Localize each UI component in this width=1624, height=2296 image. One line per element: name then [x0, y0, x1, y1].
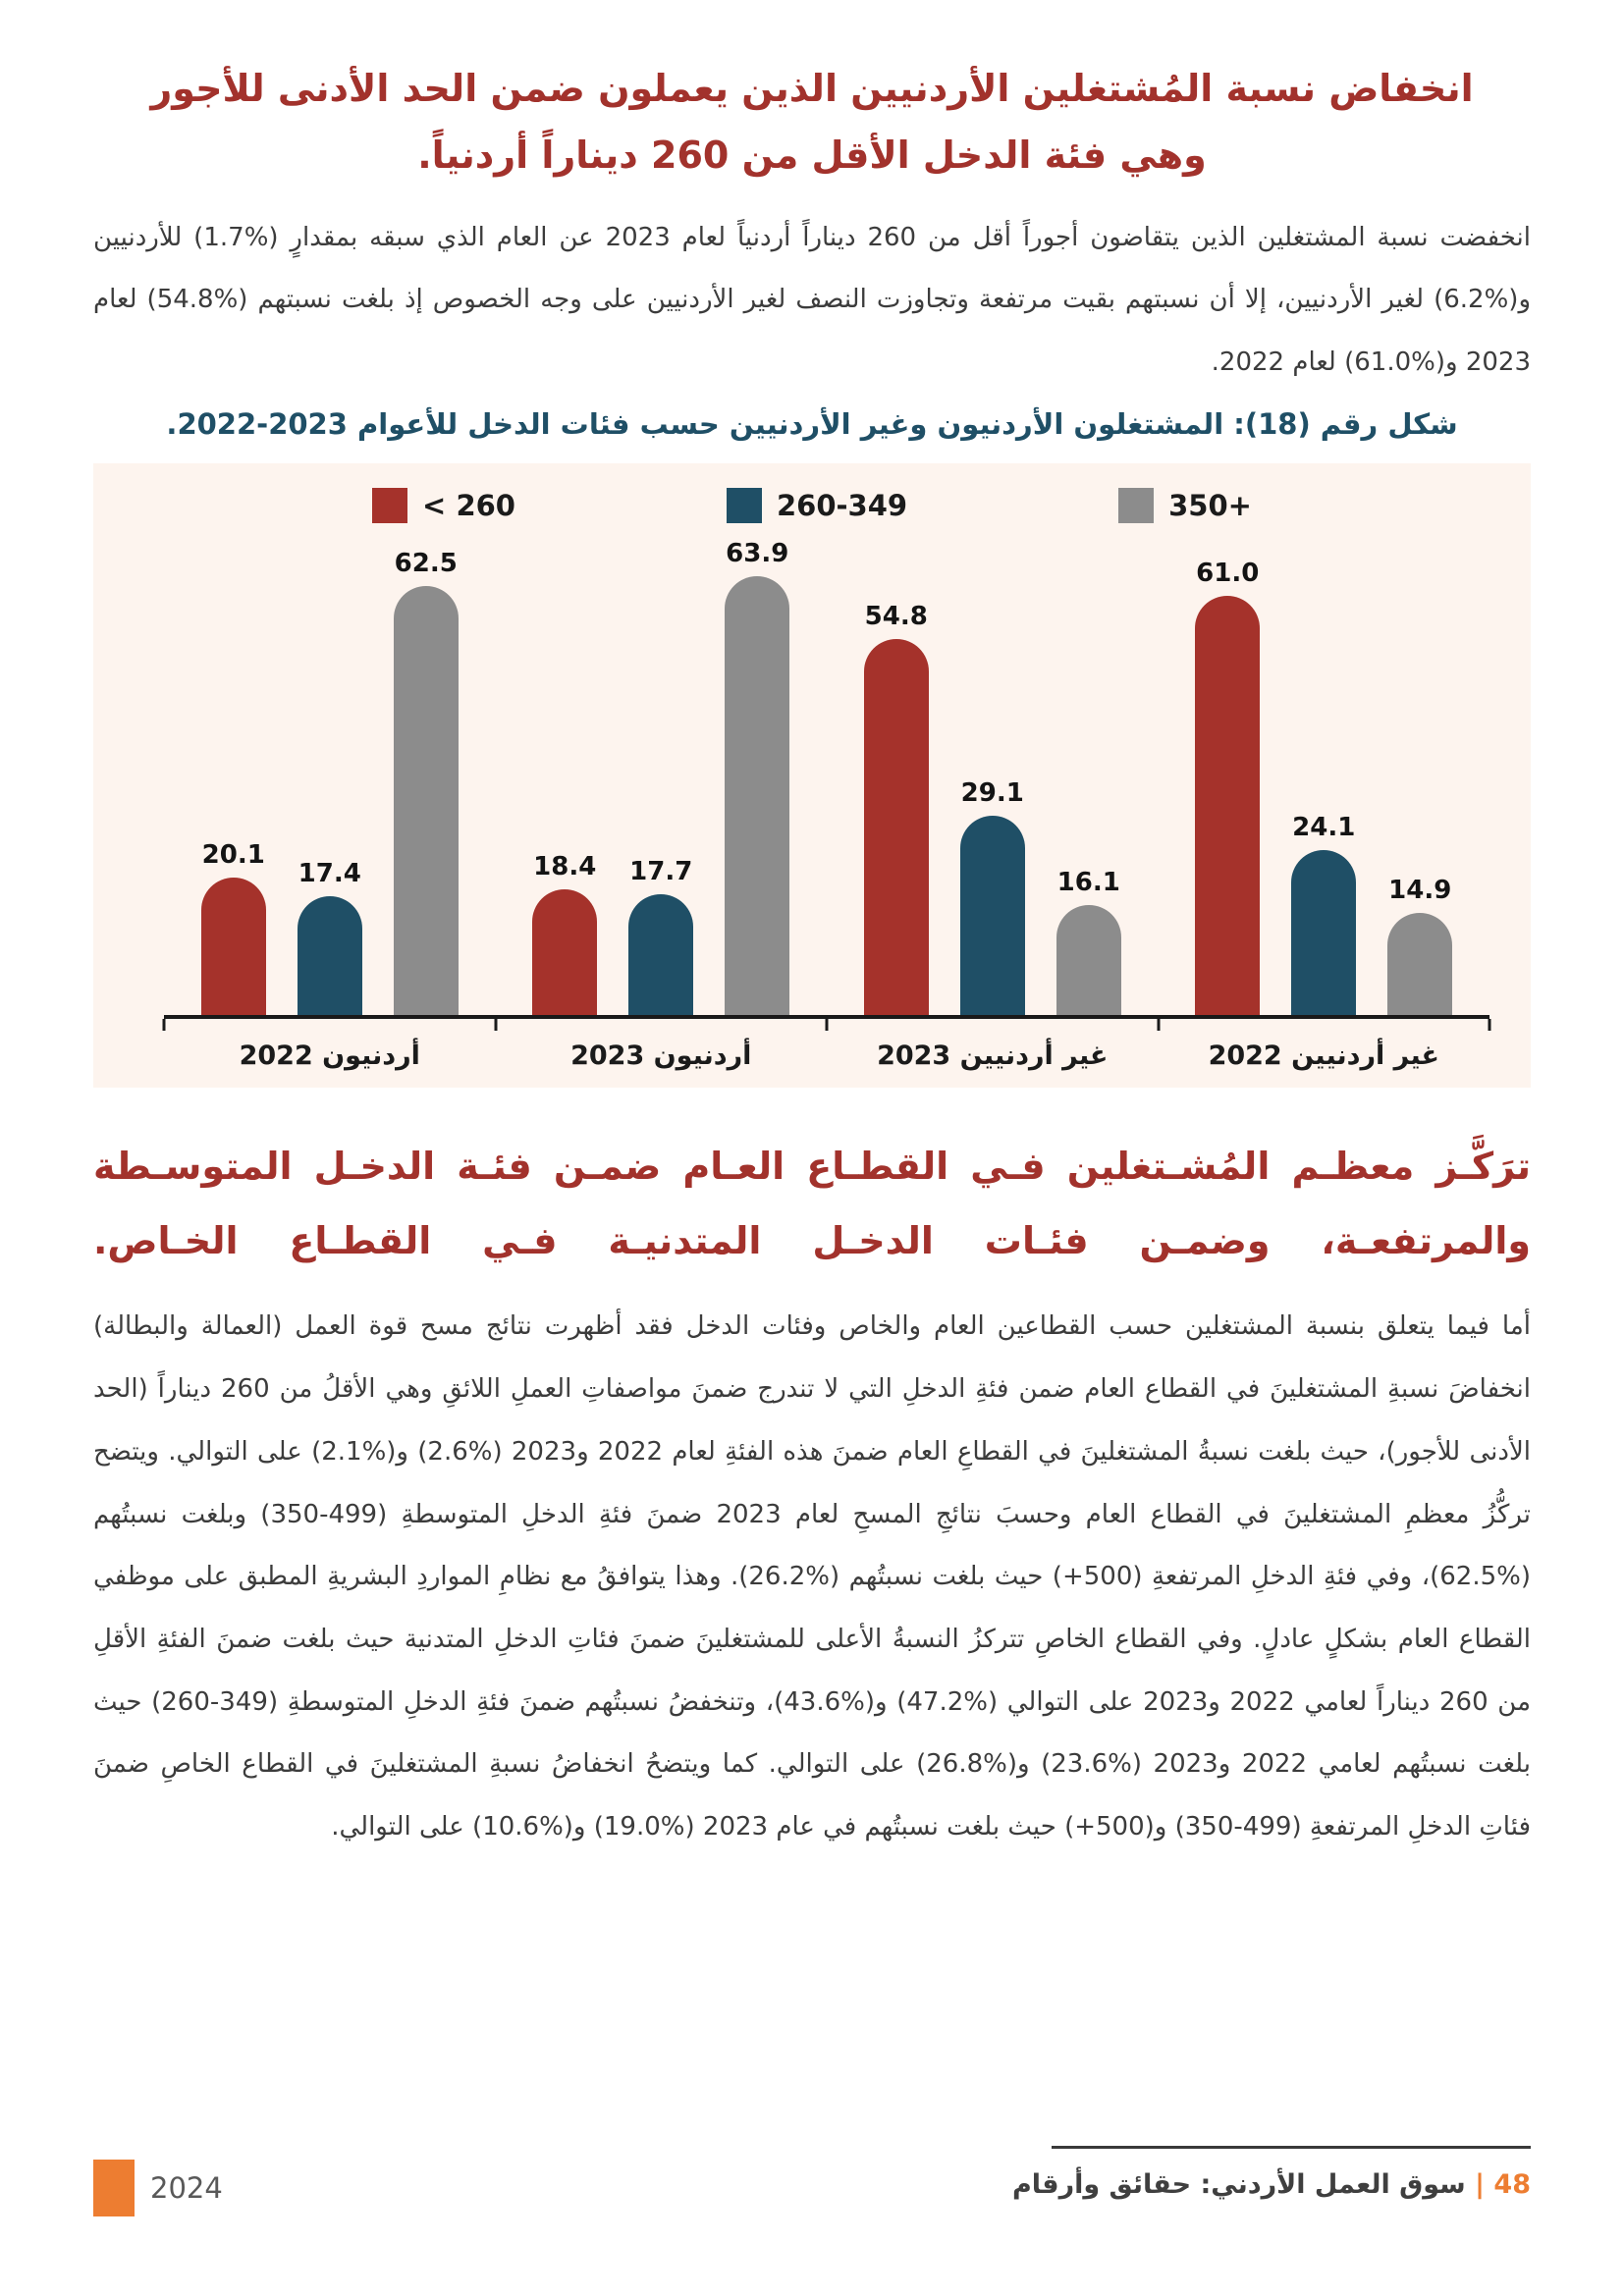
- bar-value-label: 24.1: [1292, 812, 1356, 842]
- legend-item: [727, 488, 907, 523]
- bar: [864, 639, 929, 1016]
- bar-column: [725, 539, 789, 1015]
- axis-tick: [1489, 1019, 1491, 1031]
- bar-value-label: 62.5: [394, 548, 458, 578]
- bar-value-label: 17.7: [629, 856, 693, 886]
- bar: [532, 889, 597, 1016]
- bar-column: [394, 549, 459, 1016]
- bar-column: [960, 778, 1025, 1016]
- page-title-line-1: انخفاض نسبة المُشتغلين الأردنيين الذين يعملون ضمن الحد الأدنى للأجور: [150, 67, 1474, 110]
- page-number: 48: [1493, 2169, 1531, 2200]
- axis-tick: [494, 1019, 497, 1031]
- bar: [298, 896, 362, 1016]
- figure-caption: شكل رقم (18): المشتغلون الأردنيون وغير الأردنيين حسب فئات الدخل للأعوام 2023-2022.: [166, 406, 1458, 441]
- bar-column: [1195, 559, 1260, 1015]
- axis-tick: [826, 1019, 829, 1031]
- bar-group: [496, 539, 828, 1015]
- intro-paragraph: انخفضت نسبة المشتغلين الذين يتقاضون أجوراً أقل من 260 ديناراً أردنياً لعام 2023 عن العام الذي سبقه بمقدارٍ (%1.7) للأردنيين و(%6.2) لغير الأردنيين، إلا أن نسبتهم بقيت مرتفعة وتجاوزت النصف لغير الأردنيين على وجه الخصوص إذ بلغت نسبتهم (%54.8) لعام 2023 و(%61.0) لعام 2022.: [93, 222, 1532, 378]
- bar-value-label: 63.9: [726, 539, 789, 569]
- footer-separator: |: [1475, 2169, 1486, 2200]
- page-footer: [93, 2146, 1531, 2224]
- legend-swatch: [1118, 488, 1154, 523]
- bar-column: [201, 840, 266, 1016]
- bar-column: [532, 852, 597, 1016]
- footer-right: [1012, 2169, 1531, 2200]
- legend-swatch: [727, 488, 762, 523]
- bar: [628, 894, 693, 1016]
- bars-area: [164, 532, 1489, 1019]
- footer-doc-title: سوق العمل الأردني: حقائق وأرقام: [1011, 2169, 1466, 2200]
- legend-item: [372, 488, 515, 523]
- bar: [1291, 850, 1356, 1016]
- legend-label: 350+: [1168, 489, 1252, 523]
- bar-column: [1291, 813, 1356, 1016]
- bar-column: [298, 859, 362, 1016]
- footer-rule: [1052, 2146, 1531, 2149]
- bar-value-label: 16.1: [1056, 867, 1120, 897]
- bar-value-label: 18.4: [533, 851, 597, 881]
- body-paragraph: أما فيما يتعلق بنسبة المشتغلين حسب القطاعين العام والخاص وفئات الدخل فقد أظهرت نتائج مسح قوة العمل (العمالة والبطالة) انخفاضَ نسبةِ المشتغلينَ في القطاع العام ضمن فئةِ الدخلِ التي لا تندرج ضمنَ مواصفاتِ العملِ اللائقِ وهي الأقلُ من 260 ديناراً (الحد الأدنى للأجور)، حيث بلغت نسبةُ المشتغلينَ في القطاعِ العام ضمنَ هذه الفئةِ لعام 2022 و2023 (%2.6) و(%2.1) على التوالي. ويتضح تركُّزُ معظمِ المشتغلينَ في القطاع العام وحسبَ نتائجِ المسحِ لعام 2023 ضمنَ فئةِ الدخلِ المتوسطةِ (499-350) وبلغت نسبتُهم (%62.5)، وفي فئةِ الدخلِ المرتفعةِ (500+) حيث بلغت نسبتُهم (%26.2). وهذا يتوافقُ مع نظامِ المواردِ البشريةِ المطبق على موظفي القطاع العام بشكلٍ عادلٍ. وفي القطاع الخاصِ تتركزُ النسبةُ الأعلى للمشتغلينَ ضمنَ فئاتِ الدخلِ المتدنية حيث بلغت ضمنَ الفئةِ الأقلِ من 260 ديناراً لعامي 2022 و2023 على التوالي (%47.2) و(%43.6)، وتنخفضُ نسبتُهم ضمنَ فئةِ الدخلِ المتوسطةِ (349-260) حيث بلغت نسبتُهم لعامي 2022 و2023 (%23.6) و(%26.8) على التوالي. كما ويتضحُ انخفاضُ نسبةِ المشتغلينَ في القطاع الخاصِ ضمنَ فئاتِ الدخلِ المرتفعةِ (499-350) و(500+) حيث بلغت نسبتُهم في عام 2023 (%19.0) و(%10.6) على التوالي.: [93, 1311, 1532, 1842]
- year-accent-square: [93, 2160, 135, 2216]
- axis-tick: [163, 1019, 166, 1031]
- bar-group: [1159, 559, 1490, 1015]
- page-title-line-2: وهي فئة الدخل الأقل من 260 ديناراً أردنياً.: [417, 133, 1207, 178]
- footer-year: 2024: [150, 2171, 223, 2205]
- bar: [394, 586, 459, 1016]
- axis-tick: [1157, 1019, 1160, 1031]
- bar: [1056, 905, 1121, 1016]
- bar-group: [827, 602, 1159, 1016]
- legend-label: 260-349: [776, 489, 908, 523]
- bar: [725, 576, 789, 1015]
- chart-legend: [121, 479, 1503, 532]
- bar: [1387, 913, 1452, 1015]
- bar-value-label: 61.0: [1196, 559, 1260, 589]
- group-label: غير أردنيين 2022: [1208, 1041, 1439, 1072]
- bar: [960, 816, 1025, 1016]
- group-label: غير أردنيين 2023: [877, 1041, 1109, 1072]
- bar: [201, 878, 266, 1016]
- legend-swatch: [372, 488, 407, 523]
- bar-column: [628, 857, 693, 1016]
- legend-item: [1118, 488, 1252, 523]
- chart-panel: [93, 463, 1531, 1088]
- legend-label: < 260: [422, 489, 515, 523]
- bar-value-label: 54.8: [864, 601, 928, 631]
- bar-value-label: 14.9: [1388, 876, 1452, 906]
- bar-value-label: 29.1: [960, 777, 1024, 808]
- chart-plot: [121, 532, 1503, 1019]
- bar-group: [164, 549, 496, 1016]
- bar-value-label: 20.1: [201, 839, 265, 870]
- bar: [1195, 596, 1260, 1015]
- page-title: [93, 55, 1531, 189]
- group-label: أردنيون 2022: [239, 1041, 420, 1072]
- group-label: أردنيون 2023: [570, 1041, 752, 1072]
- section-heading: ترَكَّـز معظـم المُشـتغلين فـي القطـاع العـام ضمـن فئـة الدخـل المتوسـطة والمرتفعـة، وضمـن فئـات الدخـل المتدنيـة فـي القطـاع الخـاص.: [93, 1145, 1531, 1263]
- footer-left: [93, 2160, 223, 2216]
- bar-column: [864, 602, 929, 1016]
- bar-value-label: 17.4: [298, 858, 361, 888]
- bar-column: [1387, 876, 1452, 1015]
- group-labels: [121, 1041, 1503, 1071]
- bar-column: [1056, 868, 1121, 1016]
